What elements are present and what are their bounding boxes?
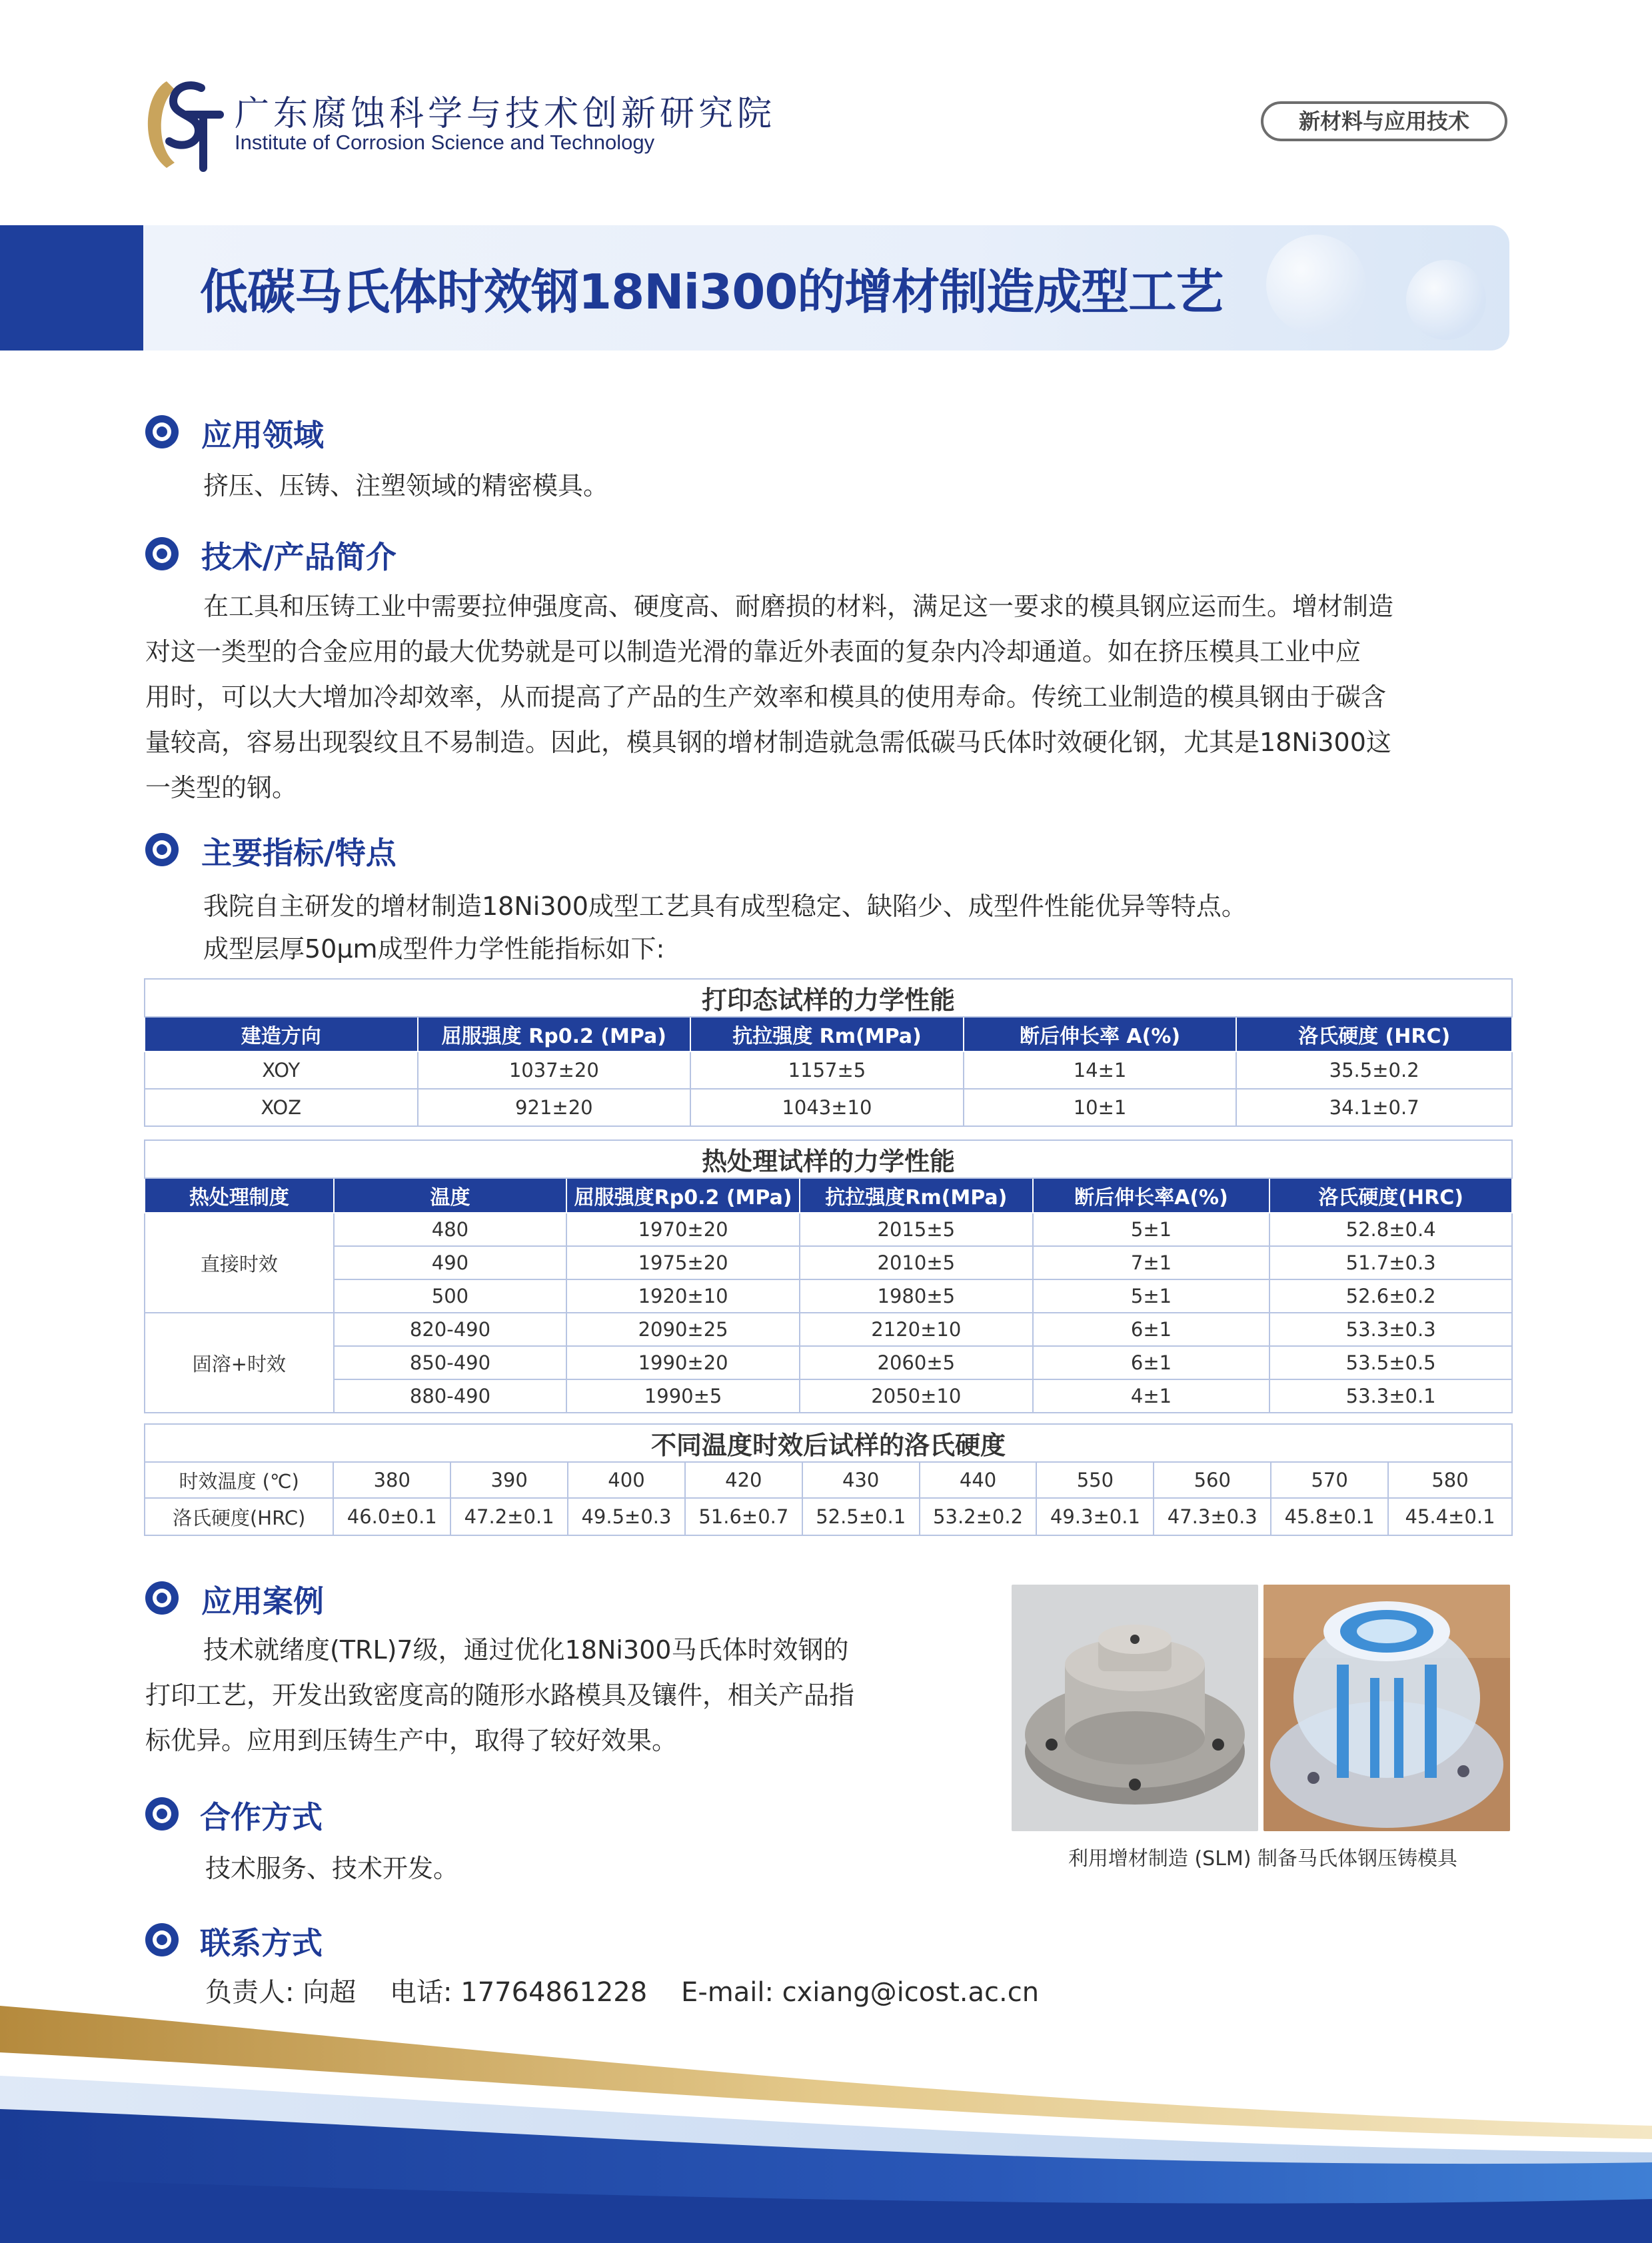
intro-line: 一类型的钢。 [145, 773, 298, 802]
table-header: 洛氏硬度(HRC) [1269, 1178, 1512, 1213]
table-cell: 49.5±0.3 [568, 1498, 685, 1535]
intro-line: 对这一类型的合金应用的最大优势就是可以制造光滑的靠近外表面的复杂内冷却通道。如在挤压模具工业中应 [145, 637, 1361, 666]
decorative-bubble [1406, 260, 1486, 340]
table-cell: XOY [145, 1052, 418, 1089]
table-cell: 52.6±0.2 [1269, 1279, 1512, 1313]
section-heading-contact: 联系方式 [200, 1925, 323, 1961]
table-cell: XOZ [145, 1089, 418, 1126]
table-cell: 1970±20 [566, 1213, 800, 1246]
table-cell: 1990±20 [566, 1346, 800, 1379]
section-heading-case: 应用案例 [201, 1583, 324, 1619]
section-bullet-icon [145, 1923, 179, 1956]
table-cell: 380 [333, 1462, 450, 1498]
table-header: 屈服强度Rp0.2 (MPa) [566, 1178, 800, 1213]
table-cell: 1980±5 [800, 1279, 1033, 1313]
section-heading-intro: 技术/产品简介 [201, 539, 397, 575]
table-group-label: 固溶+时效 [145, 1313, 334, 1413]
section-bullet-icon [145, 1797, 179, 1831]
table-cell: 6±1 [1033, 1313, 1270, 1346]
table-cell: 550 [1036, 1462, 1154, 1498]
table-header: 抗拉强度Rm(MPa) [800, 1178, 1033, 1213]
table-header: 屈服强度 Rp0.2 (MPa) [418, 1017, 691, 1052]
table-row-label: 洛氏硬度(HRC) [145, 1498, 333, 1535]
table-cell: 52.8±0.4 [1269, 1213, 1512, 1246]
table-cell: 820-490 [334, 1313, 567, 1346]
page-title: 低碳马氏体时效钢18Ni300的增材制造成型工艺 [200, 264, 1224, 320]
table-cell: 490 [334, 1246, 567, 1279]
table-cell: 1990±5 [566, 1379, 800, 1413]
table-cell: 51.6±0.7 [685, 1498, 802, 1535]
case-line: 技术就绪度(TRL)7级，通过优化18Ni300马氏体时效钢的 [203, 1635, 849, 1665]
table-cell: 2010±5 [800, 1246, 1033, 1279]
table-cell: 10±1 [964, 1089, 1237, 1126]
table-header: 洛氏硬度 (HRC) [1236, 1017, 1512, 1052]
table-cell: 921±20 [418, 1089, 691, 1126]
section-bullet-icon [145, 1581, 179, 1615]
contact-text: 负责人: 向超 电话: 17764861228 E-mail: cxiang@icost.ac.cn [205, 1977, 1040, 2008]
table-header: 热处理制度 [145, 1178, 334, 1213]
table-header: 抗拉强度 Rm(MPa) [690, 1017, 964, 1052]
table-cell: 53.3±0.1 [1269, 1379, 1512, 1413]
table-row-label: 时效温度 (℃) [145, 1462, 333, 1498]
table-cell: 570 [1271, 1462, 1388, 1498]
cooperation-text: 技术服务、技术开发。 [205, 1854, 459, 1883]
section-bullet-icon [145, 415, 179, 448]
table-row [145, 1498, 1512, 1535]
table-cell: 1157±5 [690, 1052, 964, 1089]
case-line: 标优异。应用到压铸生产中，取得了较好效果。 [145, 1726, 678, 1755]
case-line: 打印工艺，开发出致密度高的随形水路模具及镶件，相关产品指 [145, 1681, 855, 1710]
table-cell: 5±1 [1033, 1213, 1270, 1246]
footer-wave-decoration [0, 1959, 1652, 2243]
title-accent-bar [0, 225, 143, 351]
table-heat-treated [144, 1139, 1513, 1413]
table-row [145, 1246, 1512, 1279]
table-cell: 850-490 [334, 1346, 567, 1379]
table-header: 断后伸长率 A(%) [964, 1017, 1237, 1052]
table-cell: 47.2±0.1 [450, 1498, 568, 1535]
table-group-label: 直接时效 [145, 1213, 334, 1313]
table-cell: 47.3±0.3 [1154, 1498, 1271, 1535]
features-line: 成型层厚50μm成型件力学性能指标如下: [203, 934, 665, 964]
table-cell: 2050±10 [800, 1379, 1033, 1413]
table-row [145, 1379, 1512, 1413]
table-cell: 440 [920, 1462, 1037, 1498]
table-row [145, 1313, 1512, 1346]
intro-line: 量较高，容易出现裂纹且不易制造。因此，模具钢的增材制造就急需低碳马氏体时效硬化钢，尤其是18Ni300这 [145, 728, 1391, 757]
table-row [145, 1462, 1512, 1498]
table-cell: 45.8±0.1 [1271, 1498, 1388, 1535]
intro-line: 在工具和压铸工业中需要拉伸强度高、硬度高、耐磨损的材料，满足这一要求的模具钢应运而生。增材制造 [203, 592, 1394, 621]
features-line: 我院自主研发的增材制造18Ni300成型工艺具有成型稳定、缺陷少、成型件性能优异等特点。 [203, 892, 1247, 921]
table-cell: 480 [334, 1213, 567, 1246]
table-caption: 不同温度时效后试样的洛氏硬度 [145, 1424, 1512, 1462]
table-cell: 53.2±0.2 [920, 1498, 1037, 1535]
table-cell: 35.5±0.2 [1236, 1052, 1512, 1089]
table-cell: 2120±10 [800, 1313, 1033, 1346]
steel-mold-photo [1012, 1585, 1258, 1831]
section-bullet-icon [145, 537, 179, 570]
institute-name-en: Institute of Corrosion Science and Technology [235, 131, 655, 154]
table-cell: 45.4±0.1 [1388, 1498, 1512, 1535]
transparent-mold-photo [1263, 1585, 1510, 1831]
table-cell: 1920±10 [566, 1279, 800, 1313]
table-cell: 52.5±0.1 [802, 1498, 920, 1535]
table-cell: 14±1 [964, 1052, 1237, 1089]
table-aging-hardness [144, 1423, 1513, 1536]
section-bullet-icon [145, 833, 179, 866]
table-cell: 400 [568, 1462, 685, 1498]
section-heading-application: 应用领域 [201, 417, 324, 453]
category-tag: 新材料与应用技术 [1261, 101, 1507, 141]
table-cell: 1975±20 [566, 1246, 800, 1279]
table-cell: 1037±20 [418, 1052, 691, 1089]
table-cell: 430 [802, 1462, 920, 1498]
table-row [145, 1213, 1512, 1246]
table-header: 建造方向 [145, 1017, 418, 1052]
intro-line: 用时，可以大大增加冷却效率，从而提高了产品的生产效率和模具的使用寿命。传统工业制造的模具钢由于碳含 [145, 682, 1387, 712]
table-cell: 880-490 [334, 1379, 567, 1413]
table-cell: 560 [1154, 1462, 1271, 1498]
table-cell: 6±1 [1033, 1346, 1270, 1379]
figure-caption: 利用增材制造 (SLM) 制备马氏体钢压铸模具 [1068, 1847, 1458, 1870]
table-header: 温度 [334, 1178, 567, 1213]
table-header: 断后伸长率A(%) [1033, 1178, 1270, 1213]
table-cell: 53.3±0.3 [1269, 1313, 1512, 1346]
application-text: 挤压、压铸、注塑领域的精密模具。 [203, 471, 609, 500]
table-row [145, 1052, 1512, 1089]
table-cell: 390 [450, 1462, 568, 1498]
decorative-bubble [1266, 235, 1366, 335]
table-cell: 46.0±0.1 [333, 1498, 450, 1535]
table-cell: 2015±5 [800, 1213, 1033, 1246]
section-heading-cooperation: 合作方式 [200, 1799, 323, 1835]
table-caption: 打印态试样的力学性能 [145, 979, 1512, 1017]
table-cell: 53.5±0.5 [1269, 1346, 1512, 1379]
table-cell: 1043±10 [690, 1089, 964, 1126]
table-cell: 580 [1388, 1462, 1512, 1498]
table-cell: 2090±25 [566, 1313, 800, 1346]
institute-name-cn: 广东腐蚀科学与技术创新研究院 [235, 94, 776, 134]
table-cell: 51.7±0.3 [1269, 1246, 1512, 1279]
institute-logo-icon [140, 75, 228, 175]
table-cell: 49.3±0.1 [1036, 1498, 1154, 1535]
table-row [145, 1089, 1512, 1126]
table-cell: 500 [334, 1279, 567, 1313]
table-cell: 5±1 [1033, 1279, 1270, 1313]
table-cell: 2060±5 [800, 1346, 1033, 1379]
table-caption: 热处理试样的力学性能 [145, 1140, 1512, 1178]
section-heading-features: 主要指标/特点 [201, 835, 397, 871]
table-cell: 34.1±0.7 [1236, 1089, 1512, 1126]
table-cell: 7±1 [1033, 1246, 1270, 1279]
table-row [145, 1346, 1512, 1379]
table-cell: 4±1 [1033, 1379, 1270, 1413]
table-cell: 420 [685, 1462, 802, 1498]
table-row [145, 1279, 1512, 1313]
table-as-printed [144, 978, 1513, 1127]
